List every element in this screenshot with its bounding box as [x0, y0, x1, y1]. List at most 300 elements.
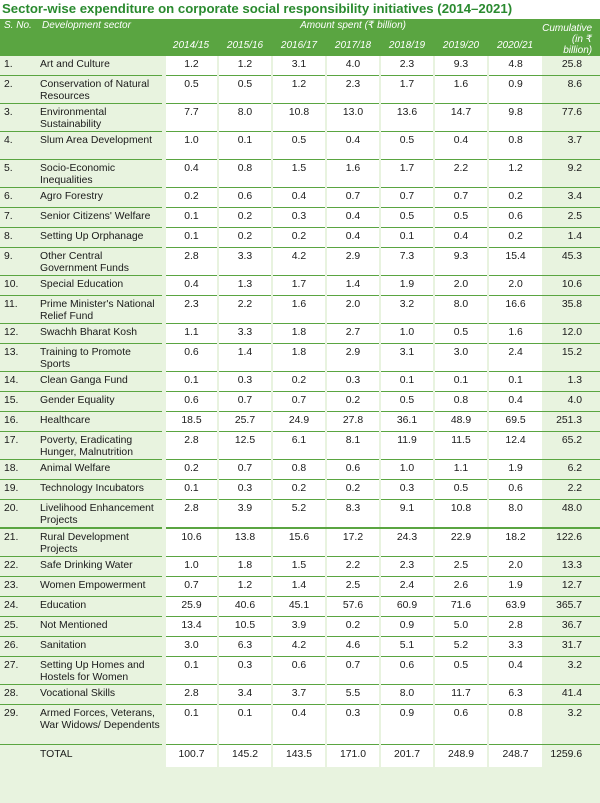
- table-row: [0, 344, 600, 372]
- row-sno: 8.: [0, 228, 38, 248]
- row-value: 0.9: [380, 617, 434, 637]
- header-year: 2014/15: [164, 40, 218, 56]
- row-value: 1.0: [380, 460, 434, 480]
- row-value: 1.8: [272, 344, 326, 372]
- row-value: 1.9: [488, 460, 542, 480]
- row-value: 7.7: [164, 104, 218, 132]
- row-value: 13.4: [164, 617, 218, 637]
- row-value: 1.0: [164, 557, 218, 577]
- row-value: 0.1: [164, 208, 218, 228]
- row-value: 0.7: [272, 392, 326, 412]
- table-row: [0, 56, 600, 76]
- row-value: 0.7: [326, 188, 380, 208]
- table-row: [0, 528, 600, 557]
- row-value: 0.2: [272, 228, 326, 248]
- row-sector: Senior Citizens' Welfare: [38, 208, 164, 228]
- row-sector: Women Empowerment: [38, 577, 164, 597]
- row-value: 0.2: [326, 617, 380, 637]
- row-sno: 15.: [0, 392, 38, 412]
- row-sno: 14.: [0, 372, 38, 392]
- row-sno: 19.: [0, 480, 38, 500]
- row-value: 0.2: [164, 188, 218, 208]
- row-value: 0.6: [164, 344, 218, 372]
- row-sector: Rural Development Projects: [38, 528, 164, 557]
- row-sno: 16.: [0, 412, 38, 432]
- row-cumulative: 77.6: [542, 104, 600, 132]
- row-value: 18.2: [488, 528, 542, 557]
- header-year: 2019/20: [434, 40, 488, 56]
- header-amount: Amount spent (₹ billion): [164, 19, 542, 40]
- row-value: 0.3: [380, 480, 434, 500]
- row-value: 36.1: [380, 412, 434, 432]
- row-value: 11.5: [434, 432, 488, 460]
- row-value: 1.2: [488, 160, 542, 188]
- row-value: 27.8: [326, 412, 380, 432]
- row-sector: Other Central Government Funds: [38, 248, 164, 276]
- row-value: 8.0: [218, 104, 272, 132]
- row-value: 40.6: [218, 597, 272, 617]
- row-sector: Safe Drinking Water: [38, 557, 164, 577]
- header-row: [0, 19, 600, 40]
- table-row: [0, 324, 600, 344]
- table-row: [0, 500, 600, 529]
- row-value: 0.6: [488, 208, 542, 228]
- row-value: 0.4: [272, 188, 326, 208]
- row-sector: Prime Minister's National Relief Fund: [38, 296, 164, 324]
- row-value: 2.0: [488, 557, 542, 577]
- row-value: 25.9: [164, 597, 218, 617]
- row-sno: 28.: [0, 685, 38, 705]
- row-value: 1.0: [164, 132, 218, 160]
- row-value: 6.3: [488, 685, 542, 705]
- total-cumulative: 1259.6: [550, 749, 583, 760]
- row-value: 4.2: [272, 248, 326, 276]
- row-sno: 3.: [0, 104, 38, 132]
- row-value: 0.8: [488, 132, 542, 160]
- row-value: 16.6: [488, 296, 542, 324]
- row-value: 2.2: [218, 296, 272, 324]
- row-value: 2.5: [326, 577, 380, 597]
- table-row: [0, 276, 600, 296]
- row-value: 2.8: [164, 432, 218, 460]
- row-sno: 24.: [0, 597, 38, 617]
- table-row: [0, 104, 600, 132]
- row-sno: 5.: [0, 160, 38, 188]
- row-sector: Sanitation: [38, 637, 164, 657]
- row-sno: 20.: [0, 500, 38, 529]
- row-value: 1.6: [434, 76, 488, 104]
- row-value: 0.2: [218, 228, 272, 248]
- row-value: 0.3: [326, 705, 380, 745]
- row-value: 0.8: [488, 705, 542, 745]
- row-value: 2.3: [164, 296, 218, 324]
- row-value: 3.2: [380, 296, 434, 324]
- row-sno: 6.: [0, 188, 38, 208]
- row-value: 2.6: [434, 577, 488, 597]
- row-cumulative: 2.5: [542, 208, 600, 228]
- row-cumulative: 25.8: [542, 56, 600, 76]
- row-value: 1.1: [434, 460, 488, 480]
- row-sno: 22.: [0, 557, 38, 577]
- row-value: 2.0: [326, 296, 380, 324]
- row-value: 2.4: [380, 577, 434, 597]
- row-value: 15.6: [272, 528, 326, 557]
- table-row: [0, 296, 600, 324]
- row-value: 0.5: [380, 392, 434, 412]
- row-sno: 13.: [0, 344, 38, 372]
- row-value: 6.3: [218, 637, 272, 657]
- row-value: 0.4: [326, 132, 380, 160]
- total-value: 171.0: [326, 745, 380, 768]
- row-cumulative: 35.8: [542, 296, 600, 324]
- row-value: 8.1: [326, 432, 380, 460]
- row-value: 0.5: [434, 208, 488, 228]
- row-sno: 23.: [0, 577, 38, 597]
- row-value: 1.4: [218, 344, 272, 372]
- row-sno: 9.: [0, 248, 38, 276]
- row-value: 3.9: [218, 500, 272, 529]
- row-sector: Swachh Bharat Kosh: [38, 324, 164, 344]
- table-row: [0, 705, 600, 745]
- row-value: 0.5: [272, 132, 326, 160]
- row-value: 1.6: [326, 160, 380, 188]
- row-value: 0.5: [434, 324, 488, 344]
- row-sno: 17.: [0, 432, 38, 460]
- row-value: 0.7: [164, 577, 218, 597]
- row-value: 0.1: [218, 132, 272, 160]
- row-value: 3.0: [434, 344, 488, 372]
- header-year: 2017/18: [326, 40, 380, 56]
- row-value: 0.4: [488, 657, 542, 685]
- row-value: 0.5: [380, 132, 434, 160]
- row-cumulative: 8.6: [542, 76, 600, 104]
- row-value: 2.5: [434, 557, 488, 577]
- row-value: 1.6: [488, 324, 542, 344]
- row-value: 63.9: [488, 597, 542, 617]
- row-value: 1.9: [488, 577, 542, 597]
- row-value: 4.8: [488, 56, 542, 76]
- row-cumulative: 3.2: [542, 705, 600, 745]
- row-value: 57.6: [326, 597, 380, 617]
- table-row: [0, 228, 600, 248]
- row-value: 1.4: [326, 276, 380, 296]
- row-value: 0.9: [488, 76, 542, 104]
- row-value: 0.2: [218, 208, 272, 228]
- row-value: 0.2: [326, 480, 380, 500]
- row-sector: Gender Equality: [38, 392, 164, 412]
- page-title: Sector-wise expenditure on corporate social responsibility initiatives (2014–2021): [2, 1, 513, 16]
- row-value: 0.6: [488, 480, 542, 500]
- row-value: 6.1: [272, 432, 326, 460]
- table-row: [0, 480, 600, 500]
- row-value: 5.2: [272, 500, 326, 529]
- row-sno: 4.: [0, 132, 38, 160]
- row-value: 10.8: [434, 500, 488, 529]
- row-sector: Environmental Sustainability: [38, 104, 164, 132]
- row-value: 25.7: [218, 412, 272, 432]
- row-cumulative: 1.3: [542, 372, 600, 392]
- row-value: 9.3: [434, 248, 488, 276]
- row-value: 0.8: [272, 460, 326, 480]
- row-value: 14.7: [434, 104, 488, 132]
- row-sno: 2.: [0, 76, 38, 104]
- row-value: 5.1: [380, 637, 434, 657]
- row-value: 0.7: [434, 188, 488, 208]
- table-row: [0, 132, 600, 160]
- row-value: 2.3: [326, 76, 380, 104]
- row-value: 0.1: [380, 228, 434, 248]
- row-value: 7.3: [380, 248, 434, 276]
- row-value: 1.8: [218, 557, 272, 577]
- row-value: 9.1: [380, 500, 434, 529]
- row-sector: Setting Up Orphanage: [38, 228, 164, 248]
- row-value: 0.5: [380, 208, 434, 228]
- table-row: [0, 657, 600, 685]
- row-value: 0.5: [434, 480, 488, 500]
- row-sno: 18.: [0, 460, 38, 480]
- row-value: 1.6: [272, 296, 326, 324]
- row-value: 3.3: [488, 637, 542, 657]
- row-value: 1.4: [272, 577, 326, 597]
- row-cumulative: 3.7: [542, 132, 600, 160]
- row-sector: Conservation of Natural Resources: [38, 76, 164, 104]
- row-value: 1.9: [380, 276, 434, 296]
- row-value: 0.4: [326, 208, 380, 228]
- row-value: 1.0: [380, 324, 434, 344]
- row-cumulative: 41.4: [542, 685, 600, 705]
- row-sector: Training to Promote Sports: [38, 344, 164, 372]
- row-value: 12.4: [488, 432, 542, 460]
- row-cumulative: 13.3: [542, 557, 600, 577]
- row-value: 2.3: [380, 557, 434, 577]
- row-value: 3.1: [380, 344, 434, 372]
- table-row: [0, 160, 600, 188]
- row-value: 9.3: [434, 56, 488, 76]
- row-value: 0.5: [164, 76, 218, 104]
- header-cumulative: [542, 19, 600, 56]
- total-sno-blank: [0, 745, 38, 768]
- row-value: 0.8: [218, 160, 272, 188]
- row-value: 11.9: [380, 432, 434, 460]
- total-value: 100.7: [164, 745, 218, 768]
- row-sector: Education: [38, 597, 164, 617]
- row-value: 0.6: [164, 392, 218, 412]
- table-row: [0, 208, 600, 228]
- row-value: 4.0: [326, 56, 380, 76]
- row-value: 1.7: [380, 76, 434, 104]
- row-cumulative: 36.7: [542, 617, 600, 637]
- row-sno: 11.: [0, 296, 38, 324]
- row-value: 0.7: [218, 460, 272, 480]
- row-value: 2.8: [164, 248, 218, 276]
- row-sector: Animal Welfare: [38, 460, 164, 480]
- row-value: 0.1: [434, 372, 488, 392]
- row-value: 45.1: [272, 597, 326, 617]
- header-year: 2020/21: [488, 40, 542, 56]
- table-row: [0, 412, 600, 432]
- row-value: 0.2: [488, 228, 542, 248]
- row-cumulative: 45.3: [542, 248, 600, 276]
- row-value: 0.7: [326, 657, 380, 685]
- row-sector: Socio-Economic Inequalities: [38, 160, 164, 188]
- row-value: 0.3: [218, 480, 272, 500]
- row-value: 0.4: [488, 392, 542, 412]
- row-value: 0.7: [218, 392, 272, 412]
- row-value: 9.8: [488, 104, 542, 132]
- header-year: 2015/16: [218, 40, 272, 56]
- row-sector: Clean Ganga Fund: [38, 372, 164, 392]
- row-value: 0.4: [164, 160, 218, 188]
- row-value: 1.8: [272, 324, 326, 344]
- row-cumulative: 3.2: [542, 657, 600, 685]
- row-sector: Setting Up Homes and Hostels for Women: [38, 657, 164, 685]
- row-sno: 7.: [0, 208, 38, 228]
- row-value: 2.8: [164, 685, 218, 705]
- row-cumulative: 251.3: [542, 412, 600, 432]
- row-value: 2.2: [434, 160, 488, 188]
- table-row: [0, 577, 600, 597]
- total-value: 248.7: [488, 745, 542, 768]
- total-row: [0, 745, 600, 768]
- row-value: 0.6: [218, 188, 272, 208]
- total-value: 143.5: [272, 745, 326, 768]
- row-sector: Art and Culture: [38, 56, 164, 76]
- row-value: 5.2: [434, 637, 488, 657]
- row-value: 0.1: [164, 480, 218, 500]
- row-value: 3.1: [272, 56, 326, 76]
- row-sector: Agro Forestry: [38, 188, 164, 208]
- row-value: 0.1: [380, 372, 434, 392]
- header-sector: Development sector: [38, 19, 164, 40]
- row-value: 1.3: [218, 276, 272, 296]
- row-value: 8.0: [488, 500, 542, 529]
- row-value: 10.5: [218, 617, 272, 637]
- table-row: [0, 637, 600, 657]
- row-value: 2.0: [488, 276, 542, 296]
- table-row: [0, 460, 600, 480]
- row-value: 0.4: [272, 705, 326, 745]
- row-value: 69.5: [488, 412, 542, 432]
- row-value: 18.5: [164, 412, 218, 432]
- header-sno: S. No.: [0, 19, 38, 40]
- table-row: [0, 685, 600, 705]
- row-value: 0.5: [434, 657, 488, 685]
- row-value: 8.3: [326, 500, 380, 529]
- row-cumulative: 12.0: [542, 324, 600, 344]
- row-sno: 1.: [0, 56, 38, 76]
- row-value: 1.5: [272, 557, 326, 577]
- row-sector: Not Mentioned: [38, 617, 164, 637]
- row-value: 0.6: [380, 657, 434, 685]
- row-cumulative: 15.2: [542, 344, 600, 372]
- table-row: [0, 617, 600, 637]
- row-sno: 10.: [0, 276, 38, 296]
- row-value: 3.3: [218, 248, 272, 276]
- row-sector: Armed Forces, Veterans, War Widows/ Dependents: [38, 705, 164, 745]
- row-value: 0.6: [272, 657, 326, 685]
- table-row: [0, 248, 600, 276]
- row-value: 1.7: [272, 276, 326, 296]
- table-body: [0, 56, 600, 767]
- table-row: [0, 432, 600, 460]
- row-value: 17.2: [326, 528, 380, 557]
- row-value: 2.8: [488, 617, 542, 637]
- row-value: 0.3: [326, 372, 380, 392]
- row-value: 0.4: [164, 276, 218, 296]
- row-value: 0.2: [272, 480, 326, 500]
- row-value: 10.8: [272, 104, 326, 132]
- row-value: 0.3: [218, 657, 272, 685]
- header-year: 2018/19: [380, 40, 434, 56]
- row-value: 1.7: [380, 160, 434, 188]
- row-value: 0.1: [164, 228, 218, 248]
- row-value: 2.3: [380, 56, 434, 76]
- row-sector: Poverty, Eradicating Hunger, Malnutrition: [38, 432, 164, 460]
- row-sno: 29.: [0, 705, 38, 745]
- row-value: 5.0: [434, 617, 488, 637]
- row-value: 3.9: [272, 617, 326, 637]
- row-value: 3.4: [218, 685, 272, 705]
- row-value: 13.8: [218, 528, 272, 557]
- row-value: 15.4: [488, 248, 542, 276]
- row-value: 0.8: [434, 392, 488, 412]
- row-value: 0.3: [272, 208, 326, 228]
- row-value: 24.3: [380, 528, 434, 557]
- table-row: [0, 557, 600, 577]
- row-value: 0.1: [164, 372, 218, 392]
- row-value: 4.2: [272, 637, 326, 657]
- row-value: 1.2: [164, 56, 218, 76]
- row-cumulative: 1.4: [542, 228, 600, 248]
- row-value: 13.6: [380, 104, 434, 132]
- row-value: 2.0: [434, 276, 488, 296]
- row-value: 2.9: [326, 248, 380, 276]
- row-value: 0.1: [164, 657, 218, 685]
- expenditure-table-container: [0, 19, 600, 803]
- row-value: 0.4: [434, 132, 488, 160]
- row-cumulative: 4.0: [542, 392, 600, 412]
- table-row: [0, 597, 600, 617]
- row-value: 22.9: [434, 528, 488, 557]
- row-value: 0.1: [488, 372, 542, 392]
- row-value: 11.7: [434, 685, 488, 705]
- row-value: 1.1: [164, 324, 218, 344]
- row-cumulative: 365.7: [542, 597, 600, 617]
- row-value: 0.3: [218, 372, 272, 392]
- row-value: 2.7: [326, 324, 380, 344]
- row-cumulative: 65.2: [542, 432, 600, 460]
- total-value: 248.9: [434, 745, 488, 768]
- row-value: 0.9: [380, 705, 434, 745]
- row-value: 12.5: [218, 432, 272, 460]
- row-value: 24.9: [272, 412, 326, 432]
- row-value: 0.6: [326, 460, 380, 480]
- row-value: 0.6: [434, 705, 488, 745]
- row-value: 0.4: [326, 228, 380, 248]
- row-sno: 12.: [0, 324, 38, 344]
- row-value: 0.1: [164, 705, 218, 745]
- row-value: 0.2: [326, 392, 380, 412]
- row-sno: 27.: [0, 657, 38, 685]
- row-value: 8.0: [380, 685, 434, 705]
- row-value: 0.2: [272, 372, 326, 392]
- row-value: 3.0: [164, 637, 218, 657]
- row-value: 71.6: [434, 597, 488, 617]
- row-value: 0.7: [380, 188, 434, 208]
- row-value: 0.2: [488, 188, 542, 208]
- row-sno: 26.: [0, 637, 38, 657]
- total-value: 145.2: [218, 745, 272, 768]
